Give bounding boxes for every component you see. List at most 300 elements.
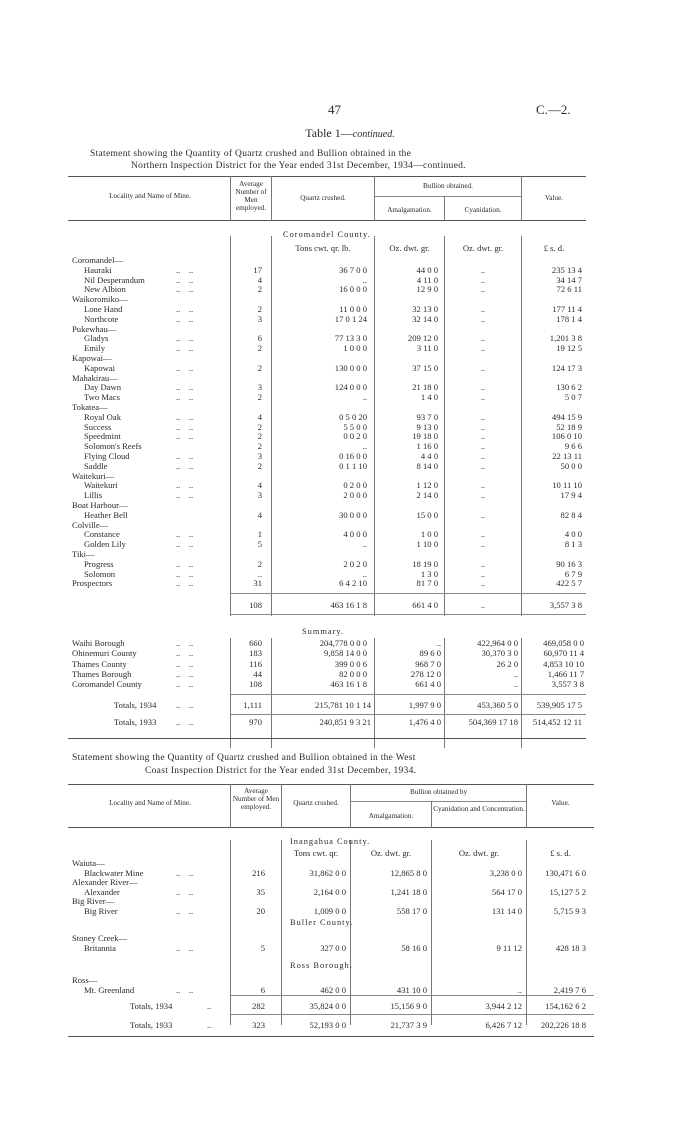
- total-amalg: 661 4 0: [412, 600, 438, 610]
- mine-name: Thames Borough: [72, 668, 132, 679]
- mine-name: Waikoromiko—: [72, 294, 128, 305]
- mine-name: Northcote: [84, 313, 119, 324]
- northern-col-bullion: Bullion obtained.: [423, 182, 473, 190]
- northern-col-cyanidation: Cyanidation.: [464, 206, 502, 214]
- cell-amalg: 1,241 18 0: [390, 887, 427, 897]
- cell-value: 3,557 3 8: [551, 679, 584, 690]
- west-totals-1934-men: 282: [252, 1001, 265, 1011]
- cell-amalg: 32 14 0: [412, 313, 438, 324]
- mine-name: Hauraki: [84, 264, 112, 275]
- northern-col-quartz: Quartz crushed.: [300, 194, 346, 202]
- cell-amalg: 8 14 0: [416, 460, 438, 471]
- cell-value: 17 9 4: [560, 490, 582, 501]
- leader-dots: ..: [207, 1001, 212, 1011]
- cell-quartz: 2,164 0 0: [313, 887, 346, 897]
- units-value: £ s. d.: [543, 243, 565, 253]
- cell-value: 82 8 4: [560, 509, 582, 520]
- mine-name: Thames County: [72, 658, 127, 669]
- mine-name: Mt. Greenland: [84, 985, 135, 995]
- mine-name: Gladys: [84, 333, 109, 344]
- cell-value: 60,970 11 4: [543, 648, 584, 659]
- cell-amalg: 18 19 0: [412, 558, 438, 569]
- totals-1933-value: 514,452 12 11: [532, 717, 582, 727]
- totals-1933-label: Totals, 1933: [114, 717, 157, 727]
- cell-cyan: 30,370 3 0: [481, 648, 518, 659]
- mine-name: Solomon: [84, 568, 116, 579]
- cell-cyan: ..: [480, 333, 485, 344]
- mine-name: Emily: [84, 343, 106, 354]
- cell-quartz: 0 1 1 10: [339, 460, 367, 471]
- mine-name: Tokatea—: [72, 402, 108, 412]
- cell-quartz: 16 0 0 0: [339, 284, 367, 295]
- totals-1934-label: Totals, 1934: [114, 700, 157, 710]
- document-code: C.—2.: [536, 102, 571, 117]
- leader-dots: .. ..: [176, 648, 194, 659]
- cell-quartz: 1,009 0 0: [313, 906, 346, 916]
- northern-col-men: Average Number of Men employed.: [235, 180, 267, 212]
- leader-dots: .. ..: [176, 382, 194, 393]
- mine-name: Two Macs: [84, 392, 120, 403]
- west-totals-1933-label: Totals, 1933: [130, 1020, 173, 1030]
- northern-statement-line2: Northern Inspection District for the Year ended 31st December, 1934—continued.: [131, 161, 466, 171]
- units-quartz: Tons cwt. qr.: [293, 848, 339, 858]
- mine-name: Stoney Creek—: [72, 933, 128, 943]
- cell-men: 6: [260, 985, 265, 995]
- cell-quartz: 130 0 0 0: [334, 362, 367, 373]
- cell-cyan: ..: [480, 421, 485, 432]
- cell-value: 52 18 9: [556, 421, 582, 432]
- mine-name: Blackwater Mine: [84, 868, 144, 878]
- mine-name: Waihi Borough: [72, 638, 125, 648]
- west-totals-1934-cyan: 3,944 2 12: [485, 1001, 522, 1011]
- cell-quartz: 462 0 0: [320, 985, 346, 995]
- summary-title: Summary.: [302, 627, 345, 636]
- mine-name: Pukewhau—: [72, 323, 117, 334]
- leader-dots: .. ..: [176, 343, 194, 354]
- cell-cyan: ..: [480, 480, 485, 491]
- cell-men: 3: [257, 490, 262, 501]
- northern-totals-1933: [0, 717, 700, 728]
- northern-col-amalgamation: Amalgamation.: [387, 206, 432, 214]
- leader-dots: .. ..: [176, 313, 194, 324]
- cell-value: 72 6 11: [556, 284, 582, 295]
- west-totals-1933-value: 202,226 18 8: [540, 1020, 586, 1030]
- mine-name: Day Dawn: [84, 382, 121, 393]
- cell-quartz: 2 0 0 0: [343, 490, 367, 501]
- mine-name: Ross—: [72, 975, 98, 985]
- cell-quartz: 6 4 2 10: [339, 578, 367, 589]
- leader-dots: .. ..: [176, 679, 194, 690]
- cell-value: 50 0 0: [560, 460, 582, 471]
- mine-name: Alexander: [84, 887, 120, 897]
- mine-name: Solomon's Reefs: [84, 441, 142, 452]
- cell-value: 494 15 9: [551, 411, 582, 422]
- cell-cyan: ..: [480, 411, 485, 422]
- total-men: 108: [249, 600, 262, 610]
- mine-name: Britannia: [84, 943, 116, 953]
- leader-dots: .. ..: [176, 668, 194, 679]
- cell-cyan: ..: [480, 441, 485, 452]
- cell-value: 178 1 4: [556, 313, 582, 324]
- leader-dots: .. ..: [176, 568, 194, 579]
- leader-dots: .. ..: [176, 362, 194, 373]
- leader-dots: .. ..: [176, 411, 194, 422]
- cell-quartz: 1 0 0 0: [343, 343, 367, 354]
- cell-value: 130 6 2: [556, 382, 582, 393]
- mine-name: Ohinemuri County: [72, 648, 137, 659]
- mine-name: Coromandel—: [72, 255, 124, 265]
- total-value: 3,557 3 8: [549, 600, 582, 610]
- cell-cyan: 9 11 12: [496, 943, 522, 953]
- mine-name: Lillis: [84, 490, 103, 501]
- west-totals-1934-amalg: 15,156 9 0: [390, 1001, 427, 1011]
- cell-amalg: 968 7 0: [415, 658, 441, 669]
- mine-name: Big River—: [72, 896, 115, 906]
- leader-dots: .. ..: [176, 717, 194, 727]
- west-col-bullion: Bullion obtained by: [409, 788, 468, 796]
- cell-amalg: ..: [436, 638, 441, 648]
- mine-name: Colville—: [72, 519, 109, 530]
- cell-amalg: 15 0 0: [416, 509, 438, 520]
- cell-amalg: 1 12 0: [416, 480, 438, 491]
- cell-value: 130,471 6 0: [545, 868, 586, 878]
- leader-dots: .. ..: [176, 284, 194, 295]
- leader-dots: .. ..: [176, 490, 194, 501]
- cell-men: 4: [257, 480, 262, 491]
- west-totals-1933-men: 323: [252, 1020, 265, 1030]
- cell-cyan: ..: [480, 431, 485, 442]
- leader-dots: .. ..: [176, 304, 194, 314]
- northern-col-locality: Locality and Name of Mine.: [109, 192, 191, 200]
- cell-cyan: 422,964 0 0: [477, 638, 518, 648]
- cell-men: 660: [249, 638, 262, 648]
- cell-amalg: 81 7 0: [416, 578, 438, 589]
- cell-amalg: 93 7 0: [416, 411, 438, 422]
- west-totals-1933: [0, 1020, 700, 1031]
- table-row: [0, 679, 700, 690]
- cell-amalg: 4 11 0: [416, 274, 438, 285]
- cell-value: 5,715 9 3: [553, 906, 586, 916]
- cell-quartz: 31,862 0 0: [309, 868, 346, 878]
- units-quartz: Tons cwt. qr. lb.: [295, 243, 351, 253]
- mine-name: New Albion: [84, 284, 126, 295]
- cell-quartz: 9,858 14 0 0: [324, 648, 367, 659]
- cell-value: 422 5 7: [556, 578, 582, 589]
- west-statement-line1: Statement showing the Quantity of Quartz crushed and Bullion obtained in the West: [72, 753, 416, 763]
- cell-amalg: 1 4 0: [420, 392, 438, 403]
- cell-men: 4: [257, 509, 262, 520]
- cell-men: 4: [257, 274, 262, 285]
- leader-dots: .. ..: [176, 658, 194, 669]
- cell-amalg: 558 17 0: [396, 906, 427, 916]
- cell-men: 2: [257, 362, 262, 373]
- cell-cyan: ..: [480, 362, 485, 373]
- mine-name: Kapowai—: [72, 353, 112, 363]
- cell-value: 124 17 3: [551, 362, 582, 373]
- cell-quartz: 82 0 0 0: [339, 668, 367, 679]
- cell-men: 5: [260, 943, 265, 953]
- cell-amalg: 209 12 0: [407, 333, 438, 344]
- cell-men: 2: [257, 558, 262, 569]
- leader-dots: .. ..: [176, 480, 194, 491]
- cell-amalg: 44 0 0: [416, 264, 438, 275]
- table-title: [0, 126, 700, 141]
- leader-dots: .. ..: [176, 539, 194, 550]
- cell-cyan: 3,238 0 0: [489, 868, 522, 878]
- cell-amalg: 431 10 0: [396, 985, 427, 995]
- cell-quartz: 327 0 0: [320, 943, 346, 953]
- cell-amalg: 1 16 0: [416, 441, 438, 452]
- cell-value: 1,466 11 7: [547, 668, 584, 679]
- units-value: £ s. d.: [550, 848, 571, 858]
- cell-cyan: ..: [480, 343, 485, 354]
- mine-name: Flying Cloud: [84, 451, 130, 461]
- cell-amalg: 32 13 0: [412, 304, 438, 314]
- leader-dots: .. ..: [176, 264, 194, 275]
- total-quartz: 463 16 1 8: [330, 600, 367, 610]
- cell-value: 469,058 0 0: [543, 638, 584, 648]
- units-cyan: Oz. dwt. gr.: [458, 848, 500, 858]
- leader-dots: .. ..: [176, 274, 194, 285]
- cell-cyan: ..: [513, 668, 518, 679]
- cell-quartz: 0 2 0 0: [343, 480, 367, 491]
- cell-men: 2: [257, 441, 262, 452]
- west-county-ross: Ross Borough.: [290, 961, 353, 970]
- cell-value: 106 0 10: [551, 431, 582, 442]
- cell-amalg: 12 9 0: [416, 284, 438, 295]
- cell-cyan: ..: [480, 313, 485, 324]
- leader-dots: .. ..: [176, 578, 194, 589]
- west-col-quartz: Quartz crushed.: [293, 799, 339, 807]
- cell-amalg: 2 14 0: [416, 490, 438, 501]
- totals-1934-amalg: 1,997 9 0: [408, 700, 441, 710]
- leader-dots: .. ..: [176, 887, 194, 897]
- cell-value: 4,853 10 10: [543, 658, 584, 669]
- west-col-value: Value.: [551, 799, 570, 807]
- cell-amalg: 4 4 0: [420, 451, 438, 461]
- cell-cyan: ..: [513, 679, 518, 690]
- cell-cyan: ..: [480, 451, 485, 461]
- mine-name: Tiki—: [72, 549, 95, 559]
- page-number: 47: [328, 102, 341, 117]
- northern-col-value: Value.: [544, 194, 564, 202]
- leader-dots: .. ..: [176, 460, 194, 471]
- mine-name: Mahakirau—: [72, 372, 118, 383]
- cell-men: 2: [257, 284, 262, 295]
- table-row: [0, 943, 700, 954]
- cell-quartz: 463 16 1 8: [330, 679, 367, 690]
- mine-name: Alexander River—: [72, 877, 138, 887]
- cell-value: 34 14 7: [556, 274, 582, 285]
- west-totals-1933-amalg: 21,737 3 9: [390, 1020, 427, 1030]
- table-row: [0, 578, 700, 589]
- leader-dots: .. ..: [176, 529, 194, 540]
- west-statement-line2: Coast Inspection District for the Year ended 31st December, 1934.: [145, 766, 417, 776]
- cell-amalg: 58 16 0: [401, 943, 427, 953]
- west-col-locality: Locality and Name of Mine.: [109, 799, 191, 807]
- leader-dots: .. ..: [176, 558, 194, 569]
- northern-county-heading: Coromandel County.: [283, 230, 371, 239]
- cell-men: 2: [257, 460, 262, 471]
- cell-value: 5 0 7: [564, 392, 582, 403]
- mine-name: Boat Harbour—: [72, 500, 128, 510]
- cell-men: 17: [253, 264, 262, 275]
- cell-amalg: 21 18 0: [412, 382, 438, 393]
- cell-amalg: 19 18 0: [412, 431, 438, 442]
- cell-amalg: 278 12 0: [410, 668, 441, 679]
- units-amalg: Oz. dwt. gr.: [370, 848, 412, 858]
- cell-cyan: ..: [480, 284, 485, 295]
- table-title-main: Table 1—: [305, 126, 353, 140]
- leader-dots: .. ..: [176, 431, 194, 442]
- cell-quartz: ..: [362, 274, 367, 285]
- leader-dots: .. ..: [176, 333, 194, 344]
- cell-quartz: ..: [362, 392, 367, 403]
- cell-amalg: 661 4 0: [415, 679, 441, 690]
- totals-1933-quartz: 240,851 9 3 21: [319, 717, 371, 727]
- cell-quartz: 30 0 0 0: [339, 509, 367, 520]
- cell-men: 20: [256, 906, 265, 916]
- leader-dots: .. ..: [176, 943, 194, 953]
- cell-quartz: 124 0 0 0: [334, 382, 367, 393]
- totals-1934-value: 539,905 17 5: [536, 700, 582, 710]
- northern-total-row: [0, 600, 700, 611]
- units-cyan: Oz. dwt. gr.: [462, 243, 504, 253]
- leader-dots: .. ..: [176, 700, 194, 710]
- cell-cyan: 26 2 0: [496, 658, 518, 669]
- cell-men: 44: [253, 668, 262, 679]
- cell-cyan: ..: [480, 578, 485, 589]
- totals-1934-men: 1,111: [243, 700, 262, 710]
- cell-value: 22 13 11: [552, 451, 582, 461]
- west-county-inangahua: Inangahua County.: [290, 837, 371, 846]
- cell-men: 3: [257, 313, 262, 324]
- leader-dots: .. ..: [176, 985, 194, 995]
- leader-dots: .. ..: [176, 451, 194, 461]
- mine-name: Nil Desperandum: [84, 274, 145, 285]
- cell-cyan: ..: [480, 539, 485, 550]
- cell-amalg: 3 11 0: [416, 343, 438, 354]
- west-totals-1934-label: Totals, 1934: [130, 1001, 173, 1011]
- cell-cyan: ..: [480, 382, 485, 393]
- cell-cyan: ..: [480, 392, 485, 403]
- cell-amalg: 37 15 0: [412, 362, 438, 373]
- totals-1933-cyan: 504,369 17 18: [468, 717, 518, 727]
- west-county-buller: Buller County.: [290, 918, 354, 927]
- cell-quartz: 17 0 1 24: [334, 313, 367, 324]
- table-row: [0, 906, 700, 917]
- west-totals-1933-quartz: 52,193 0 0: [309, 1020, 346, 1030]
- cell-value: 2,419 7 6: [553, 985, 586, 995]
- cell-cyan: ..: [480, 304, 485, 314]
- cell-men: 216: [252, 868, 265, 878]
- west-col-men: Average Number of Men employed.: [232, 787, 280, 811]
- totals-1934-cyan: 453,360 5 0: [477, 700, 518, 710]
- cell-cyan: ..: [480, 509, 485, 520]
- northern-statement-line1: Statement showing the Quantity of Quartz crushed and Bullion obtained in the: [90, 149, 412, 159]
- cell-cyan: 564 17 0: [491, 887, 522, 897]
- cell-men: 35: [256, 887, 265, 897]
- cell-cyan: ..: [480, 264, 485, 275]
- mine-name: Constance: [84, 529, 120, 540]
- mine-name: Success: [84, 421, 112, 432]
- west-col-amalgamation: Amalgamation.: [368, 812, 414, 820]
- cell-men: 2: [257, 304, 262, 314]
- cell-cyan: ..: [480, 460, 485, 471]
- leader-dots: .. ..: [176, 906, 194, 916]
- leader-dots: .. ..: [176, 421, 194, 432]
- northern-totals-1934: [0, 700, 700, 711]
- mine-name: Waitekuri—: [72, 470, 115, 481]
- mine-name: Prospectors: [72, 578, 113, 589]
- cell-value: 4 0 0: [564, 529, 582, 540]
- cell-value: 8 1 3: [564, 539, 582, 550]
- cell-value: 10 11 10: [552, 480, 582, 491]
- cell-quartz: 0 0 2 0: [343, 431, 367, 442]
- totals-1934-quartz: 215,781 10 1 14: [315, 700, 371, 710]
- west-totals-1933-cyan: 6,426 7 12: [485, 1020, 522, 1030]
- cell-amalg: 89 6 0: [419, 648, 441, 659]
- cell-value: 177 11 4: [552, 304, 582, 314]
- mine-name: Lone Hand: [84, 304, 123, 314]
- cell-cyan: ..: [480, 568, 485, 579]
- cell-quartz: 11 0 0 0: [339, 304, 367, 314]
- cell-men: 2: [257, 431, 262, 442]
- cell-value: 19 12 5: [556, 343, 582, 354]
- cell-men: 2: [257, 392, 262, 403]
- west-totals-1934-quartz: 35,824 0 0: [309, 1001, 346, 1011]
- units-amalg: Oz. dwt. gr.: [389, 243, 430, 253]
- cell-amalg: 1 0 0: [420, 529, 438, 540]
- cell-value: 1,201 3 8: [549, 333, 582, 344]
- mine-name: Waitekuri: [84, 480, 118, 491]
- cell-amalg: 9 13 0: [416, 421, 438, 432]
- leader-dots: .. ..: [176, 392, 194, 403]
- cell-amalg: 12,865 8 0: [390, 868, 427, 878]
- cell-quartz: 36 7 0 0: [339, 264, 367, 275]
- mine-name: Big River: [84, 906, 118, 916]
- northern-units-row: [0, 243, 700, 254]
- table-title-continued: continued.: [352, 129, 395, 140]
- cell-value: 9 6 6: [564, 441, 582, 452]
- cell-value: 15,127 5 2: [549, 887, 586, 897]
- cell-cyan: ..: [480, 529, 485, 540]
- mine-name: Golden Lily: [84, 539, 126, 550]
- cell-men: 4: [257, 411, 262, 422]
- cell-quartz: 2 0 2 0: [343, 558, 367, 569]
- mine-name: Waiuta—: [72, 858, 105, 868]
- cell-quartz: ..: [362, 441, 367, 452]
- west-totals-1934: [0, 1001, 700, 1012]
- leader-dots: .. ..: [176, 868, 194, 878]
- cell-value: 6 7 9: [564, 568, 582, 579]
- cell-men: 183: [249, 648, 262, 659]
- cell-men: 1: [257, 529, 262, 540]
- cell-cyan: ..: [480, 274, 485, 285]
- cell-cyan: ..: [517, 985, 522, 995]
- cell-amalg: 1 10 0: [416, 539, 438, 550]
- cell-value: 428 18 3: [555, 943, 586, 953]
- cell-quartz: 0 5 0 20: [339, 411, 367, 422]
- cell-cyan: ..: [480, 558, 485, 569]
- cell-quartz: ..: [362, 568, 367, 579]
- mine-name: Speedmint: [84, 431, 121, 442]
- leader-dots: ..: [207, 1020, 212, 1030]
- cell-men: 3: [257, 451, 262, 461]
- cell-men: 116: [249, 658, 262, 669]
- mine-name: Progress: [84, 558, 114, 569]
- cell-quartz: 0 16 0 0: [339, 451, 367, 461]
